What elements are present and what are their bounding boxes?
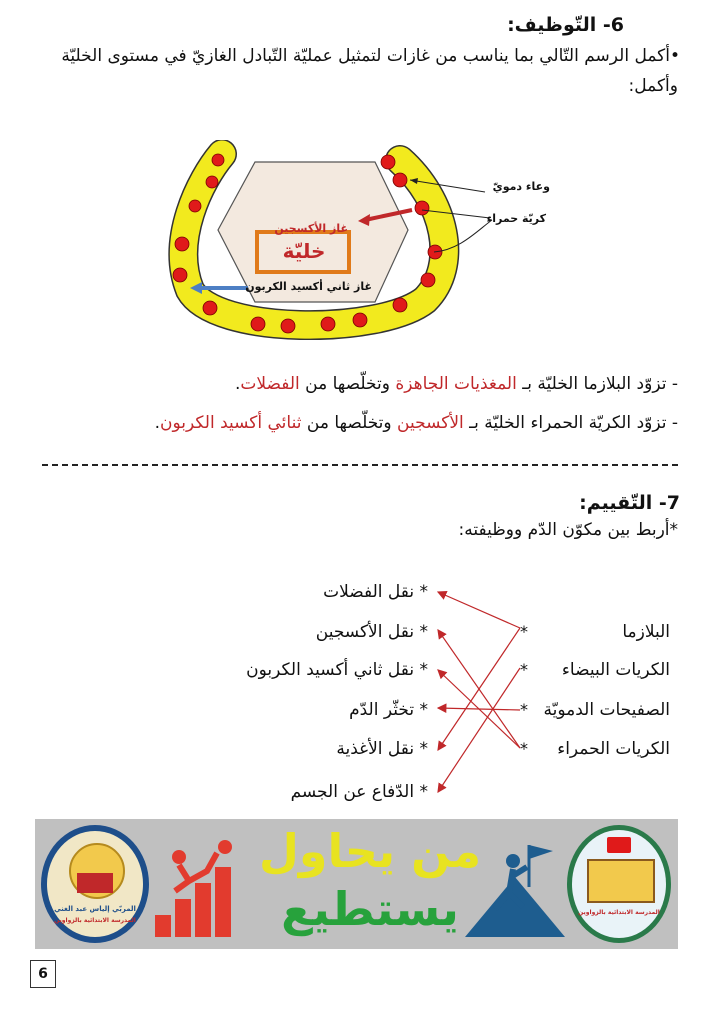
function-text: نقل ثاني أكسيد الكربون xyxy=(246,660,415,680)
link-plasma-waste xyxy=(438,592,520,628)
rbc-label: كريّة حمراء xyxy=(486,212,546,225)
component-star: * xyxy=(520,700,528,719)
function-text: تخثّر الدّم xyxy=(349,700,415,720)
slogan-line1: من يحاول xyxy=(258,824,482,878)
component-star: * xyxy=(520,739,528,758)
component-wbc: الكريات البيضاء xyxy=(561,660,670,680)
oxygen-label: غاز الأكسجين xyxy=(274,222,348,235)
component-rbc: الكريات الحمراء xyxy=(557,739,670,759)
link-rbc-co2 xyxy=(438,670,520,748)
answer-nutrients: المغذيات الجاهزة xyxy=(395,374,517,394)
function-star: * xyxy=(419,660,428,680)
function-text: نقل الأكسجين xyxy=(315,622,415,642)
school-logo-name: المدرسة الابتدائية بالزواوين xyxy=(578,909,660,916)
sentence-text: . xyxy=(234,374,241,394)
function-star: * xyxy=(419,622,428,642)
slogan-line2: يستطيع xyxy=(281,882,459,936)
section7-title: 7- التّقييم: xyxy=(579,492,680,514)
sentence-text: - تزوّد البلازما الخليّة بـ xyxy=(516,374,678,394)
answer-oxygen: الأكسجين xyxy=(397,413,464,433)
motivation-banner xyxy=(35,819,678,949)
sentence-text: - تزوّد الكريّة الحمراء الخليّة بـ xyxy=(463,413,678,433)
component-plasma: البلازما xyxy=(622,622,670,642)
answer-co2: ثنائي أكسيد الكربون xyxy=(160,413,302,433)
sentence-text: وتخلّصها من xyxy=(301,413,398,433)
function-star: * xyxy=(419,782,428,802)
stairs-climber-icon xyxy=(155,837,245,937)
teacher-logo-school: المدرسة الابتدائية بالزواوين xyxy=(54,917,136,924)
section7-instruction: *أربط بين مكوّن الدّم ووظيفته: xyxy=(458,520,678,540)
answer-waste: الفضلات xyxy=(240,374,300,394)
school-logo xyxy=(567,825,671,943)
component-star: * xyxy=(520,660,528,679)
sentence-text: . xyxy=(154,413,160,433)
cell-label: خليّة xyxy=(282,239,326,263)
flag-icon xyxy=(607,837,631,853)
function-star: * xyxy=(419,739,428,759)
section6-instruction-2: وأكمل: xyxy=(628,76,678,96)
component-platelets: الصفيحات الدمويّة xyxy=(543,700,670,720)
section6-instruction: •أكمل الرسم التّالي بما يناسب من غازات لتمثيل عمليّة التّبادل الغازيّ في مستوى الخليّة xyxy=(61,46,680,66)
co2-label: غاز ثاني أكسيد الكربون xyxy=(245,280,372,293)
component-star: * xyxy=(520,622,528,641)
teacher-logo-name: المربّي إلياس عبد الغني xyxy=(54,905,136,913)
function-text: نقل الأغذية xyxy=(336,739,415,759)
teacher-logo xyxy=(41,825,149,943)
vessel-label: وعاء دمويّ xyxy=(492,180,550,193)
function-star: * xyxy=(419,700,428,720)
page-number: 6 xyxy=(30,960,56,988)
school-building-icon xyxy=(587,859,655,903)
mountain-flag-icon xyxy=(465,837,565,937)
sentence-text: وتخلّصها من xyxy=(299,374,396,394)
function-text: نقل الفضلات xyxy=(323,582,415,602)
function-text: الدّفاع عن الجسم xyxy=(290,782,415,802)
section6-title: 6- التّوظيف: xyxy=(507,14,624,36)
function-star: * xyxy=(419,582,428,602)
